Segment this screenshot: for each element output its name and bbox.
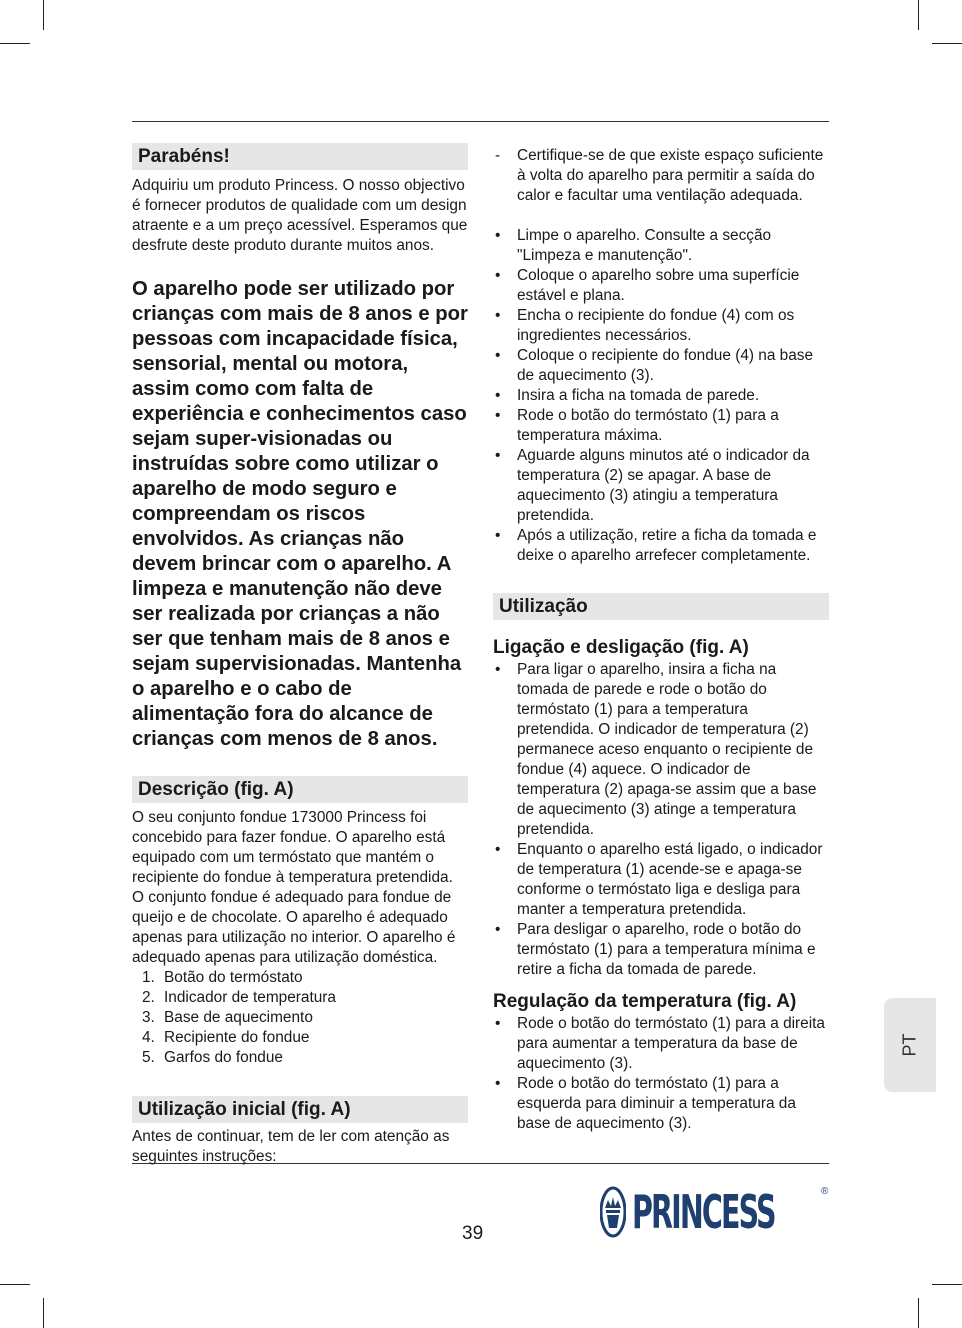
right-column bbox=[493, 146, 829, 1134]
safety-warning: O aparelho pode ser utilizado por crianças com mais de 8 anos e por pessoas com incapacidade física, sensorial, mental ou motora, assim como com falta de experiência e conhecimentos caso sejam super-visionadas ou instruídas sobre como utilizar o aparelho de modo seguro e compreendam os riscos envolvidos. As crianças não devem brincar com o aparelho. A limpeza e manutenção não deve ser realizada por crianças a não ser que tenham mais de 8 anos e sejam supervisionadas. Mantenha o aparelho e o cabo de alimentação fora do alcance de crianças com menos de 8 anos. bbox=[132, 278, 468, 750]
list-item: • Rode o botão do termóstato (1) para a temperatura máxima. bbox=[495, 407, 779, 444]
crop-mark bbox=[0, 1284, 30, 1285]
crop-mark bbox=[918, 1298, 919, 1328]
list-item: 2. Indicador de temperatura bbox=[142, 989, 336, 1006]
list-item: 5. Garfos do fondue bbox=[142, 1049, 283, 1066]
on-off-list bbox=[493, 660, 829, 980]
space-note bbox=[493, 146, 829, 206]
crop-mark bbox=[43, 0, 44, 30]
initial-use-heading: Utilização inicial (fig. A) bbox=[132, 1096, 468, 1123]
description-heading: Descrição (fig. A) bbox=[132, 776, 468, 803]
description-text: O seu conjunto fondue 173000 Princess foi concebido para fazer fondue. O aparelho está equipado com um termóstato que mantém o recipiente do fondue à temperatura pretendida. O conjunto fondue é adequado para fondue de queijo e de chocolate. O aparelho é adequado apenas para utilização no interior. O aparelho é adequado apenas para utilização doméstica. bbox=[132, 809, 456, 966]
registered-mark: ® bbox=[821, 1186, 829, 1197]
page-number: 39 bbox=[462, 1223, 484, 1244]
congrats-text: Adquiriu um produto Princess. O nosso objectivo é fornecer produtos de qualidade com um design atraente e a um preço acessível. Esperamos que desfrute deste produto durante muitos anos. bbox=[132, 177, 468, 254]
parts-list bbox=[132, 968, 468, 1068]
brand-wordmark: PRINCESS bbox=[632, 1185, 775, 1239]
temperature-heading: Regulação da temperatura (fig. A) bbox=[493, 991, 797, 1012]
list-item: • Limpe o aparelho. Consulte a secção "Limpeza e manutenção". bbox=[495, 227, 772, 264]
initial-use-text: Antes de continuar, tem de ler com atenção as seguintes instruções: bbox=[132, 1128, 450, 1165]
list-item: • Insira a ficha na tomada de parede. bbox=[495, 387, 760, 404]
list-item: • Encha o recipiente do fondue (4) com os ingredientes necessários. bbox=[495, 307, 795, 344]
left-column bbox=[132, 143, 468, 1167]
list-item: • Coloque o recipiente do fondue (4) na base de aquecimento (3). bbox=[495, 347, 814, 384]
congrats-heading: Parabéns! bbox=[132, 143, 468, 170]
preparation-steps bbox=[493, 226, 829, 566]
list-item: • Para ligar o aparelho, insira a ficha na tomada de parede e rode o botão do termóstato (1) para a temperatura pretendida. O indicador de temperatura (2) permanece aceso enquanto o recipiente de fondue (4) aquece. O indicador de temperatura (2) apaga-se assim que a base de aquecimento (3) atinge a temperatura pretendida. bbox=[495, 661, 817, 838]
list-item: - Certifique-se de que existe espaço suficiente à volta do aparelho para permitir a saída do calor e facultar uma ventilação adequada. bbox=[495, 147, 824, 204]
crown-emblem-icon bbox=[600, 1186, 626, 1238]
top-rule bbox=[132, 121, 829, 122]
usage-heading: Utilização bbox=[493, 593, 829, 620]
list-item: • Aguarde alguns minutos até o indicador da temperatura (2) se apagar. A base de aquecimento (3) atingiu a temperatura pretendida. bbox=[495, 447, 810, 524]
list-item: • Rode o botão do termóstato (1) para a direita para aumentar a temperatura da base de aquecimento (3). bbox=[495, 1015, 825, 1072]
language-tab bbox=[884, 998, 936, 1092]
crop-mark bbox=[918, 0, 919, 30]
crop-mark bbox=[43, 1298, 44, 1328]
list-item: • Rode o botão do termóstato (1) para a esquerda para diminuir a temperatura da base de aquecimento (3). bbox=[495, 1075, 796, 1132]
list-item: 4. Recipiente do fondue bbox=[142, 1029, 310, 1046]
crop-mark bbox=[0, 43, 30, 44]
crop-mark bbox=[932, 43, 962, 44]
language-label: PT bbox=[899, 1033, 920, 1057]
on-off-heading: Ligação e desligação (fig. A) bbox=[493, 637, 749, 658]
list-item: 3. Base de aquecimento bbox=[142, 1009, 313, 1026]
list-item: 1. Botão do termóstato bbox=[142, 969, 303, 986]
list-item: • Enquanto o aparelho está ligado, o indicador de temperatura (1) acende-se e apaga-se conforme o termóstato liga e desliga para manter a temperatura pretendida. bbox=[495, 841, 823, 918]
list-item: • Para desligar o aparelho, rode o botão do termóstato (1) para a temperatura mínima e retire a ficha da tomada de parede. bbox=[495, 921, 816, 978]
list-item: • Após a utilização, retire a ficha da tomada e deixe o aparelho arrefecer completamente. bbox=[495, 527, 817, 564]
princess-logo bbox=[600, 1186, 862, 1238]
temperature-list bbox=[493, 1014, 829, 1134]
crop-mark bbox=[932, 1284, 962, 1285]
list-item: • Coloque o aparelho sobre uma superfície estável e plana. bbox=[495, 267, 800, 304]
